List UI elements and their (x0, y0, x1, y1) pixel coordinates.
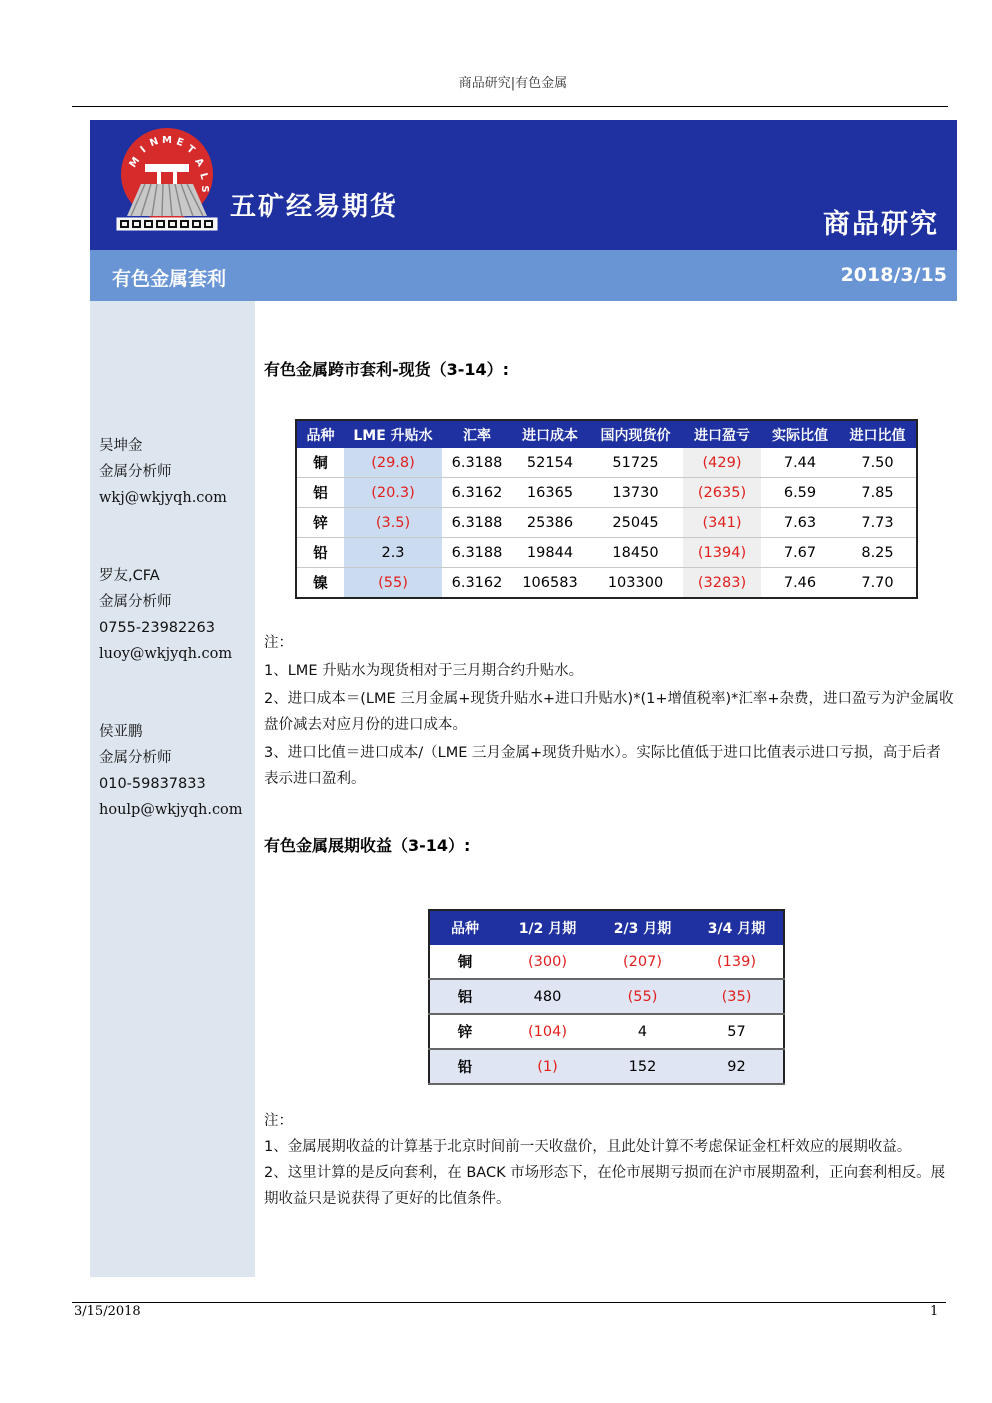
table-cell: (55) (344, 568, 442, 599)
svg-text:E: E (174, 136, 185, 149)
table-cell: (3283) (683, 568, 761, 599)
analyst-title: 金属分析师 (99, 464, 172, 480)
rollover-section-title: 有色金属展期收益（3-14）: (264, 836, 471, 855)
table-row (296, 568, 917, 599)
table-cell: 152 (595, 1049, 690, 1084)
note-line: 1、金属展期收益的计算基于北京时间前一天收盘价，且此处计算不考虑保证金杠杆效应的展期收益。 (264, 1139, 912, 1155)
row-label: 锌 (296, 508, 344, 538)
svg-text:T: T (184, 143, 197, 157)
arbitrage-section-title: 有色金属跨市套利-现货（3-14）: (264, 360, 510, 379)
svg-text:A: A (192, 156, 206, 169)
page-number: 1 (930, 1304, 939, 1319)
table-cell: 7.85 (839, 478, 917, 508)
table-cell: 7.44 (761, 448, 839, 478)
column-header: 2/3 月期 (595, 910, 690, 945)
column-header: 进口比值 (839, 420, 917, 448)
svg-text:M: M (162, 135, 172, 146)
analyst-card (99, 433, 227, 511)
table-cell: 92 (690, 1049, 784, 1084)
analyst-phone: 0755-23982263 (99, 620, 215, 636)
analyst-card (99, 719, 243, 823)
footer-rule (72, 1302, 946, 1303)
row-label: 铜 (429, 945, 500, 979)
table-cell: 19844 (512, 538, 588, 568)
analyst-name: 吴坤金 (99, 438, 143, 454)
report-title: 有色金属套利 (112, 268, 227, 290)
arbitrage-notes (264, 630, 954, 792)
table-row (429, 1049, 784, 1084)
table-row (429, 945, 784, 979)
table-cell: 6.3188 (442, 448, 512, 478)
note-line: 注： (264, 635, 293, 651)
column-header: 1/2 月期 (500, 910, 595, 945)
table-cell: (429) (683, 448, 761, 478)
table-cell: 103300 (588, 568, 683, 599)
column-header: 汇率 (442, 420, 512, 448)
table-cell: (35) (690, 979, 784, 1014)
table-cell: 13730 (588, 478, 683, 508)
svg-text:I: I (138, 144, 149, 156)
arbitrage-table (295, 419, 918, 599)
note-line: 注： (264, 1113, 293, 1129)
column-header: 进口盈亏 (683, 420, 761, 448)
analyst-card (99, 563, 232, 667)
table-cell: 6.3162 (442, 568, 512, 599)
table-cell: 57 (690, 1014, 784, 1049)
column-header: 3/4 月期 (690, 910, 784, 945)
table-cell: 6.3188 (442, 538, 512, 568)
table-cell: 6.3188 (442, 508, 512, 538)
note-line: 3、进口比值＝进口成本/（LME 三月金属+现货升贴水）。实际比值低于进口比值表示进口亏损，高于后者表示进口盈利。 (264, 745, 941, 787)
note-line: 2、这里计算的是反向套利，在 BACK 市场形态下，在伦市展期亏损而在沪市展期盈利，正向套利相反。展期收益只是说获得了更好的比值条件。 (264, 1165, 946, 1207)
table-cell: 6.3162 (442, 478, 512, 508)
table-row (296, 508, 917, 538)
table-cell: (20.3) (344, 478, 442, 508)
table-cell: 25386 (512, 508, 588, 538)
analyst-name: 侯亚鹏 (99, 724, 143, 740)
analyst-title: 金属分析师 (99, 750, 172, 766)
row-label: 铜 (296, 448, 344, 478)
column-header: 品种 (429, 910, 500, 945)
row-label: 镍 (296, 568, 344, 599)
column-header: 品种 (296, 420, 344, 448)
table-row (429, 1014, 784, 1049)
banner (90, 120, 957, 250)
report-date: 2018/3/15 (840, 264, 947, 286)
row-label: 锌 (429, 1014, 500, 1049)
table-cell: (300) (500, 945, 595, 979)
rollover-notes (264, 1108, 954, 1212)
table-cell: 480 (500, 979, 595, 1014)
table-cell: 7.50 (839, 448, 917, 478)
analyst-title: 金属分析师 (99, 594, 172, 610)
analyst-email[interactable]: houlp@wkjyqh.com (99, 802, 243, 818)
note-line: 2、进口成本＝(LME 三月金属+现货升贴水+进口升贴水)*(1+增值税率)*汇率+杂费，进口盈亏为沪金属收盘价减去对应月份的进口成本。 (264, 691, 954, 733)
table-cell: 7.73 (839, 508, 917, 538)
table-cell: 25045 (588, 508, 683, 538)
row-label: 铝 (296, 478, 344, 508)
table-cell: (2635) (683, 478, 761, 508)
table-cell: 106583 (512, 568, 588, 599)
table-row (296, 478, 917, 508)
analyst-name: 罗友,CFA (99, 568, 160, 584)
table-cell: (341) (683, 508, 761, 538)
table-cell: 4 (595, 1014, 690, 1049)
table-row (429, 979, 784, 1014)
note-line: 1、LME 升贴水为现货相对于三月期合约升贴水。 (264, 663, 584, 679)
banner-tag: 商品研究 (823, 209, 939, 240)
header-rule (72, 106, 948, 107)
table-cell: 51725 (588, 448, 683, 478)
table-cell: (104) (500, 1014, 595, 1049)
table-cell: (3.5) (344, 508, 442, 538)
table-row (296, 538, 917, 568)
svg-text:L: L (197, 171, 210, 181)
table-cell: 52154 (512, 448, 588, 478)
rollover-table (428, 909, 785, 1085)
table-cell: (139) (690, 945, 784, 979)
table-cell: (1) (500, 1049, 595, 1084)
table-cell: (29.8) (344, 448, 442, 478)
row-label: 铝 (429, 979, 500, 1014)
subbanner (90, 250, 957, 301)
table-cell: (207) (595, 945, 690, 979)
running-header: 商品研究|有色金属 (458, 76, 568, 91)
analyst-phone: 010-59837833 (99, 776, 206, 792)
table-cell: 18450 (588, 538, 683, 568)
analyst-email[interactable]: wkj@wkjyqh.com (99, 490, 227, 506)
row-label: 铅 (296, 538, 344, 568)
svg-text:N: N (148, 136, 160, 150)
column-header: 实际比值 (761, 420, 839, 448)
table-cell: 7.67 (761, 538, 839, 568)
column-header: 进口成本 (512, 420, 588, 448)
table-cell: 16365 (512, 478, 588, 508)
footer-date: 3/15/2018 (74, 1304, 141, 1319)
table-cell: 7.63 (761, 508, 839, 538)
table-header-row (429, 910, 784, 945)
table-cell: 2.3 (344, 538, 442, 568)
table-cell: 7.46 (761, 568, 839, 599)
table-cell: (55) (595, 979, 690, 1014)
minmetals-logo (115, 128, 219, 232)
table-header-row (296, 420, 917, 448)
analyst-email[interactable]: luoy@wkjyqh.com (99, 646, 233, 662)
table-cell: (1394) (683, 538, 761, 568)
table-cell: 7.70 (839, 568, 917, 599)
company-name: 五矿经易期货 (230, 192, 399, 222)
table-row (296, 448, 917, 478)
row-label: 铅 (429, 1049, 500, 1084)
table-cell: 6.59 (761, 478, 839, 508)
svg-text:M: M (127, 155, 143, 170)
column-header: LME 升贴水 (344, 420, 442, 448)
table-cell: 8.25 (839, 538, 917, 568)
svg-text:S: S (199, 185, 210, 193)
column-header: 国内现货价 (588, 420, 683, 448)
